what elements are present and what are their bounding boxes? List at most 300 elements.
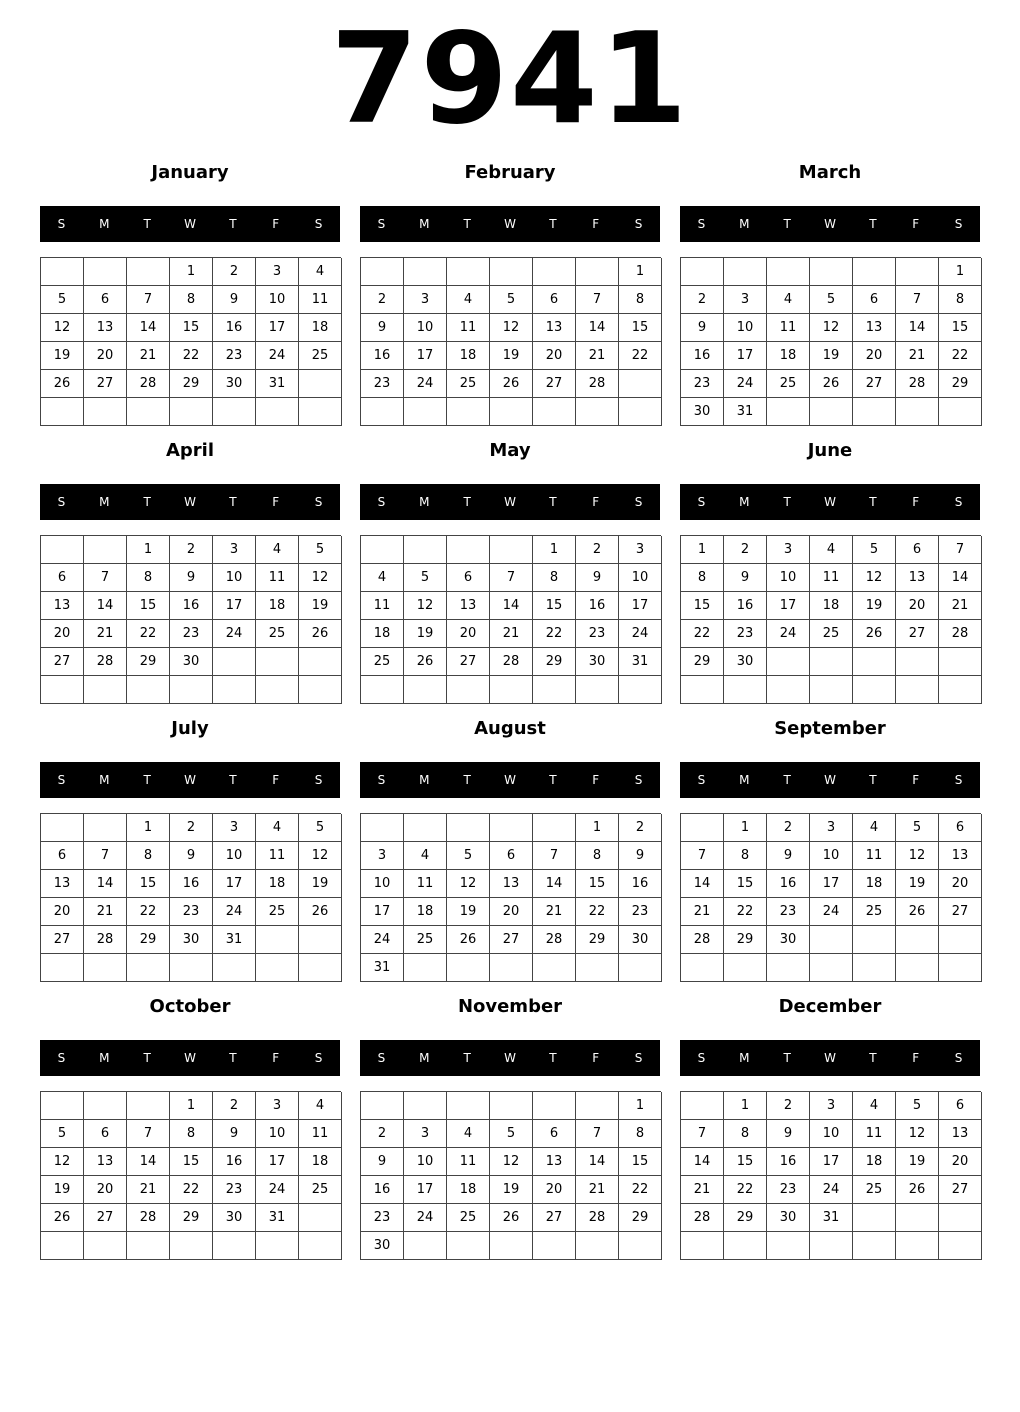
weekday-label: T <box>549 773 557 787</box>
weekday-label: W <box>184 495 196 509</box>
day-cell: 3 <box>256 258 299 286</box>
day-grid <box>680 1091 981 1260</box>
day-cell: 28 <box>939 620 982 648</box>
day-cell: 24 <box>256 342 299 370</box>
day-cell: 1 <box>939 258 982 286</box>
day-cell: 18 <box>299 1148 342 1176</box>
empty-cell <box>84 1232 127 1260</box>
day-cell: 11 <box>256 564 299 592</box>
day-cell: 3 <box>810 1092 853 1120</box>
day-cell: 21 <box>939 592 982 620</box>
day-cell: 11 <box>853 842 896 870</box>
day-cell: 12 <box>299 842 342 870</box>
day-cell: 19 <box>41 1176 84 1204</box>
day-cell: 29 <box>576 926 619 954</box>
day-cell: 15 <box>170 314 213 342</box>
day-cell: 23 <box>576 620 619 648</box>
day-cell: 14 <box>576 314 619 342</box>
empty-cell <box>619 370 662 398</box>
weekday-label: T <box>869 1051 877 1065</box>
empty-cell <box>767 398 810 426</box>
empty-cell <box>404 1232 447 1260</box>
day-cell: 8 <box>724 842 767 870</box>
day-cell: 23 <box>724 620 767 648</box>
day-cell: 8 <box>619 1120 662 1148</box>
day-cell: 31 <box>724 398 767 426</box>
day-cell: 31 <box>361 954 404 982</box>
day-cell: 14 <box>84 870 127 898</box>
day-cell: 30 <box>361 1232 404 1260</box>
day-cell: 16 <box>724 592 767 620</box>
weekday-label: W <box>184 1051 196 1065</box>
day-cell: 5 <box>299 814 342 842</box>
empty-cell <box>213 1232 256 1260</box>
empty-cell <box>84 536 127 564</box>
day-grid <box>40 257 341 426</box>
weekday-label: W <box>824 495 836 509</box>
empty-cell <box>939 1232 982 1260</box>
weekday-label: T <box>143 495 151 509</box>
day-cell: 12 <box>41 1148 84 1176</box>
weekday-label: M <box>99 217 110 231</box>
empty-cell <box>810 258 853 286</box>
weekday-label: M <box>739 217 750 231</box>
day-cell: 30 <box>576 648 619 676</box>
day-cell: 18 <box>361 620 404 648</box>
day-cell: 2 <box>767 1092 810 1120</box>
empty-cell <box>939 676 982 704</box>
weekday-label: S <box>377 1051 386 1065</box>
day-cell: 11 <box>361 592 404 620</box>
day-grid <box>680 813 981 982</box>
day-cell: 10 <box>810 1120 853 1148</box>
empty-cell <box>681 814 724 842</box>
weekday-label: T <box>463 1051 471 1065</box>
day-cell: 6 <box>490 842 533 870</box>
day-cell: 21 <box>533 898 576 926</box>
day-cell: 7 <box>533 842 576 870</box>
empty-cell <box>939 648 982 676</box>
day-cell: 14 <box>939 564 982 592</box>
day-grid <box>680 535 981 704</box>
day-cell: 15 <box>724 1148 767 1176</box>
empty-cell <box>41 258 84 286</box>
day-cell: 9 <box>681 314 724 342</box>
day-cell: 4 <box>853 1092 896 1120</box>
day-cell: 2 <box>619 814 662 842</box>
day-cell: 27 <box>896 620 939 648</box>
day-cell: 6 <box>533 1120 576 1148</box>
weekday-label: S <box>377 217 386 231</box>
day-cell: 21 <box>681 1176 724 1204</box>
day-cell: 17 <box>213 870 256 898</box>
day-cell: 2 <box>724 536 767 564</box>
empty-cell <box>724 1232 767 1260</box>
weekday-label: F <box>272 773 280 787</box>
empty-cell <box>896 954 939 982</box>
day-cell: 13 <box>41 870 84 898</box>
day-cell: 7 <box>681 842 724 870</box>
weekday-label: T <box>229 773 237 787</box>
day-cell: 2 <box>767 814 810 842</box>
day-cell: 2 <box>681 286 724 314</box>
month-name: January <box>151 162 229 183</box>
day-cell: 16 <box>619 870 662 898</box>
empty-cell <box>361 536 404 564</box>
weekday-label: T <box>869 495 877 509</box>
day-cell: 14 <box>490 592 533 620</box>
weekday-label: S <box>634 773 643 787</box>
month-name: August <box>474 718 546 739</box>
day-cell: 29 <box>170 370 213 398</box>
day-cell: 28 <box>576 370 619 398</box>
weekday-label: S <box>377 773 386 787</box>
day-cell: 20 <box>939 1148 982 1176</box>
day-cell: 13 <box>533 1148 576 1176</box>
day-cell: 11 <box>256 842 299 870</box>
weekday-label: S <box>314 1051 323 1065</box>
day-cell: 4 <box>767 286 810 314</box>
empty-cell <box>404 258 447 286</box>
day-cell: 5 <box>41 1120 84 1148</box>
day-cell: 2 <box>213 258 256 286</box>
day-cell: 8 <box>127 842 170 870</box>
weekday-label: T <box>143 773 151 787</box>
day-cell: 20 <box>41 620 84 648</box>
day-cell: 3 <box>256 1092 299 1120</box>
day-grid <box>360 1091 661 1260</box>
day-cell: 13 <box>490 870 533 898</box>
weekday-header <box>40 1040 340 1076</box>
day-cell: 4 <box>299 258 342 286</box>
empty-cell <box>533 398 576 426</box>
day-cell: 8 <box>170 1120 213 1148</box>
weekday-label: W <box>824 773 836 787</box>
day-cell: 26 <box>896 898 939 926</box>
day-cell: 9 <box>767 1120 810 1148</box>
day-cell: 27 <box>533 370 576 398</box>
day-cell: 25 <box>810 620 853 648</box>
day-cell: 22 <box>576 898 619 926</box>
day-cell: 18 <box>447 342 490 370</box>
day-cell: 6 <box>84 1120 127 1148</box>
day-cell: 5 <box>490 286 533 314</box>
weekday-label: S <box>954 1051 963 1065</box>
day-cell: 26 <box>447 926 490 954</box>
weekday-label: S <box>57 773 66 787</box>
weekday-label: S <box>697 495 706 509</box>
day-cell: 29 <box>127 648 170 676</box>
day-cell: 21 <box>896 342 939 370</box>
day-cell: 3 <box>767 536 810 564</box>
day-cell: 23 <box>361 370 404 398</box>
weekday-label: F <box>272 1051 280 1065</box>
day-cell: 22 <box>939 342 982 370</box>
day-cell: 1 <box>681 536 724 564</box>
weekday-header <box>40 484 340 520</box>
day-cell: 4 <box>361 564 404 592</box>
empty-cell <box>767 954 810 982</box>
day-cell: 17 <box>213 592 256 620</box>
month-name: February <box>464 162 556 183</box>
day-cell: 25 <box>447 1204 490 1232</box>
day-cell: 23 <box>213 1176 256 1204</box>
day-cell: 24 <box>724 370 767 398</box>
day-cell: 28 <box>681 1204 724 1232</box>
weekday-header <box>360 1040 660 1076</box>
empty-cell <box>939 954 982 982</box>
day-cell: 24 <box>619 620 662 648</box>
day-cell: 20 <box>939 870 982 898</box>
empty-cell <box>127 258 170 286</box>
weekday-label: M <box>419 1051 430 1065</box>
empty-cell <box>853 1204 896 1232</box>
empty-cell <box>127 954 170 982</box>
day-cell: 8 <box>681 564 724 592</box>
day-cell: 18 <box>853 870 896 898</box>
day-cell: 13 <box>939 842 982 870</box>
weekday-header <box>680 484 980 520</box>
empty-cell <box>299 1204 342 1232</box>
day-cell: 9 <box>213 1120 256 1148</box>
weekday-label: S <box>57 495 66 509</box>
day-cell: 24 <box>256 1176 299 1204</box>
empty-cell <box>127 1232 170 1260</box>
empty-cell <box>896 926 939 954</box>
day-grid <box>360 813 661 982</box>
day-cell: 13 <box>84 314 127 342</box>
day-cell: 13 <box>853 314 896 342</box>
weekday-label: F <box>592 217 600 231</box>
day-cell: 31 <box>810 1204 853 1232</box>
empty-cell <box>896 1232 939 1260</box>
weekday-label: M <box>739 1051 750 1065</box>
day-cell: 9 <box>170 564 213 592</box>
day-cell: 20 <box>533 342 576 370</box>
day-cell: 14 <box>681 1148 724 1176</box>
empty-cell <box>896 648 939 676</box>
day-cell: 31 <box>619 648 662 676</box>
day-cell: 27 <box>490 926 533 954</box>
day-cell: 12 <box>896 1120 939 1148</box>
day-cell: 28 <box>896 370 939 398</box>
day-cell: 3 <box>810 814 853 842</box>
weekday-label: W <box>504 217 516 231</box>
day-cell: 24 <box>767 620 810 648</box>
day-cell: 14 <box>681 870 724 898</box>
empty-cell <box>299 926 342 954</box>
weekday-label: F <box>592 773 600 787</box>
empty-cell <box>256 954 299 982</box>
empty-cell <box>896 258 939 286</box>
empty-cell <box>84 676 127 704</box>
weekday-label: M <box>419 495 430 509</box>
weekday-label: T <box>229 1051 237 1065</box>
empty-cell <box>41 676 84 704</box>
weekday-label: T <box>869 217 877 231</box>
day-cell: 16 <box>170 870 213 898</box>
empty-cell <box>361 676 404 704</box>
day-cell: 23 <box>681 370 724 398</box>
empty-cell <box>361 398 404 426</box>
empty-cell <box>447 676 490 704</box>
empty-cell <box>447 398 490 426</box>
day-cell: 17 <box>810 1148 853 1176</box>
empty-cell <box>533 1232 576 1260</box>
month-name: May <box>489 440 531 461</box>
day-cell: 30 <box>724 648 767 676</box>
empty-cell <box>41 398 84 426</box>
weekday-label: T <box>549 217 557 231</box>
empty-cell <box>299 370 342 398</box>
empty-cell <box>299 1232 342 1260</box>
day-cell: 13 <box>41 592 84 620</box>
weekday-label: S <box>634 495 643 509</box>
empty-cell <box>576 954 619 982</box>
day-cell: 23 <box>170 898 213 926</box>
day-cell: 4 <box>853 814 896 842</box>
weekday-label: M <box>739 773 750 787</box>
empty-cell <box>853 926 896 954</box>
empty-cell <box>170 1232 213 1260</box>
day-cell: 30 <box>767 926 810 954</box>
day-cell: 28 <box>127 1204 170 1232</box>
day-cell: 3 <box>213 536 256 564</box>
empty-cell <box>256 398 299 426</box>
empty-cell <box>576 676 619 704</box>
day-cell: 1 <box>576 814 619 842</box>
empty-cell <box>256 1232 299 1260</box>
day-cell: 26 <box>299 898 342 926</box>
empty-cell <box>447 1092 490 1120</box>
day-cell: 17 <box>724 342 767 370</box>
day-cell: 14 <box>127 314 170 342</box>
day-cell: 27 <box>447 648 490 676</box>
empty-cell <box>939 398 982 426</box>
empty-cell <box>84 398 127 426</box>
day-cell: 2 <box>361 286 404 314</box>
empty-cell <box>533 814 576 842</box>
day-cell: 30 <box>767 1204 810 1232</box>
weekday-label: S <box>314 217 323 231</box>
empty-cell <box>939 926 982 954</box>
weekday-label: F <box>272 217 280 231</box>
day-cell: 11 <box>853 1120 896 1148</box>
day-cell: 29 <box>724 926 767 954</box>
day-cell: 20 <box>447 620 490 648</box>
month-name: October <box>149 996 231 1017</box>
weekday-label: T <box>783 217 791 231</box>
month-name: December <box>778 996 882 1017</box>
empty-cell <box>447 536 490 564</box>
day-cell: 29 <box>681 648 724 676</box>
day-cell: 27 <box>41 926 84 954</box>
day-cell: 20 <box>896 592 939 620</box>
empty-cell <box>404 398 447 426</box>
day-cell: 5 <box>896 1092 939 1120</box>
day-cell: 18 <box>299 314 342 342</box>
weekday-header <box>680 1040 980 1076</box>
empty-cell <box>619 676 662 704</box>
day-cell: 29 <box>127 926 170 954</box>
weekday-label: T <box>783 1051 791 1065</box>
day-cell: 10 <box>213 842 256 870</box>
day-cell: 26 <box>41 370 84 398</box>
day-cell: 24 <box>810 1176 853 1204</box>
day-cell: 5 <box>41 286 84 314</box>
day-cell: 10 <box>256 1120 299 1148</box>
day-cell: 12 <box>490 1148 533 1176</box>
weekday-label: W <box>504 773 516 787</box>
empty-cell <box>404 954 447 982</box>
empty-cell <box>619 954 662 982</box>
day-cell: 15 <box>619 314 662 342</box>
day-cell: 22 <box>724 898 767 926</box>
day-cell: 4 <box>299 1092 342 1120</box>
weekday-label: W <box>504 495 516 509</box>
weekday-label: F <box>592 495 600 509</box>
empty-cell <box>619 398 662 426</box>
weekday-label: S <box>697 217 706 231</box>
empty-cell <box>41 954 84 982</box>
empty-cell <box>299 676 342 704</box>
day-cell: 18 <box>810 592 853 620</box>
day-cell: 7 <box>576 286 619 314</box>
day-cell: 3 <box>361 842 404 870</box>
empty-cell <box>724 676 767 704</box>
weekday-label: S <box>954 495 963 509</box>
day-cell: 11 <box>447 1148 490 1176</box>
empty-cell <box>361 258 404 286</box>
day-cell: 8 <box>576 842 619 870</box>
day-cell: 13 <box>84 1148 127 1176</box>
weekday-label: S <box>314 495 323 509</box>
day-cell: 16 <box>361 342 404 370</box>
day-cell: 17 <box>361 898 404 926</box>
day-cell: 19 <box>299 592 342 620</box>
weekday-header <box>40 762 340 798</box>
day-cell: 3 <box>619 536 662 564</box>
day-cell: 4 <box>447 1120 490 1148</box>
weekday-label: M <box>99 773 110 787</box>
empty-cell <box>213 676 256 704</box>
day-cell: 2 <box>576 536 619 564</box>
empty-cell <box>127 398 170 426</box>
day-cell: 18 <box>853 1148 896 1176</box>
empty-cell <box>299 398 342 426</box>
day-cell: 30 <box>619 926 662 954</box>
day-cell: 8 <box>619 286 662 314</box>
day-cell: 28 <box>576 1204 619 1232</box>
day-cell: 22 <box>170 342 213 370</box>
day-cell: 20 <box>533 1176 576 1204</box>
empty-cell <box>447 258 490 286</box>
empty-cell <box>896 676 939 704</box>
day-cell: 15 <box>533 592 576 620</box>
day-cell: 30 <box>681 398 724 426</box>
day-cell: 26 <box>490 1204 533 1232</box>
weekday-label: T <box>143 1051 151 1065</box>
day-cell: 16 <box>681 342 724 370</box>
day-grid <box>40 535 341 704</box>
day-cell: 24 <box>810 898 853 926</box>
empty-cell <box>681 676 724 704</box>
empty-cell <box>896 398 939 426</box>
day-cell: 6 <box>41 564 84 592</box>
day-cell: 6 <box>447 564 490 592</box>
day-cell: 26 <box>810 370 853 398</box>
day-cell: 25 <box>299 342 342 370</box>
